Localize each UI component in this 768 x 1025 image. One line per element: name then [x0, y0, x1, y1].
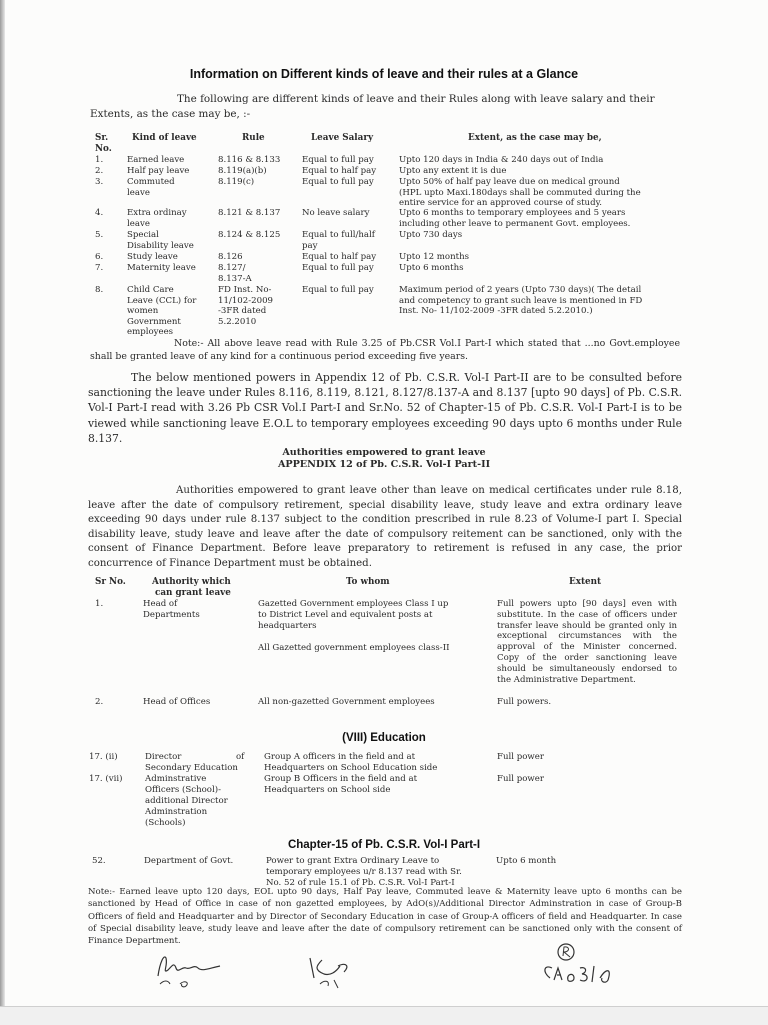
t2-row1-extent: Full powers upto [90 days] even with substitute. In the case of officers under transfer leave should be granted only in exceptional circumstances with the approval of the Minister concerned. Copy of the order sanctioning leave should be simultaneously endorsed to the Administrative Department. [497, 599, 677, 685]
edu-row1-whom-2: Headquarters on School Education side [264, 763, 438, 773]
t1-row8-rule-line3: -3FR dated [218, 306, 267, 317]
document-title: Information on Different kinds of leave and their rules at a Glance [189, 67, 579, 81]
t2-header-authority-2: can grant leave [155, 588, 231, 598]
t1-header-kind: Kind of leave [132, 133, 197, 143]
t1-row8-extent-line2: and competency to grant such leave is mentioned in FD [399, 295, 643, 306]
intro-line-1: The following are different kinds of leave and their Rules along with leave salary and their [177, 93, 655, 105]
t1-row6-sr: 6. [95, 252, 104, 262]
t2-row2-extent: Full powers. [497, 697, 552, 707]
t2-row1-whom-1: Gazetted Government employees Class I up [258, 599, 449, 609]
t1-header-sr: Sr. [95, 133, 109, 143]
signature-1 [150, 944, 230, 990]
t2-header-authority-1: Authority which [152, 577, 231, 587]
t1-row2-sr: 2. [95, 166, 104, 176]
t1-header-extent: Extent, as the case may be, [468, 133, 602, 143]
t1-row3-salary: Equal to full pay [302, 177, 374, 187]
t1-row4-sr: 4. [95, 208, 104, 218]
t1-row8-rule-line1: FD Inst. No- [218, 285, 272, 295]
t1-row8-kind-line4: Government [127, 316, 181, 327]
t1-row6-kind: Study leave [127, 252, 178, 262]
t1-row5-salary-line1: Equal to full/half [302, 230, 375, 240]
edu-row2-extent: Full power [497, 774, 544, 784]
authorities-heading: Authorities empowered to grant leave [282, 447, 486, 458]
t1-row5-kind-line1: Special [127, 230, 159, 240]
edu-row2-authority-1: Adminstrative [145, 774, 207, 784]
t1-row7-rule-line1: 8.127/ [218, 263, 246, 273]
ch15-row-sr: 52. [92, 856, 106, 866]
t1-row7-extent: Upto 6 months [399, 263, 464, 273]
t1-row7-salary: Equal to full pay [302, 263, 374, 273]
t1-row2-kind: Half pay leave [127, 166, 190, 176]
edu-row2-authority-4: Adminstration [145, 807, 208, 817]
edu-row1-authority-1: Director [145, 752, 182, 762]
signature-2 [300, 944, 370, 992]
t2-header-extent: Extent [569, 577, 602, 587]
t1-row2-salary: Equal to half pay [302, 166, 377, 176]
edu-row2-whom-2: Headquarters on School side [264, 785, 391, 795]
education-heading: (VIII) Education [342, 732, 426, 744]
note-sanction-authority: Note:- Earned leave upto 120 days, EOL upto 90 days, Half Pay leave, Commuted leave & Maternity leave upto 6 months can be sanctioned by Head of Office in case of non gazetted employees, by AdO(s)/Additional Director Adminstration in case of Group-B Officers of field and Headquarter and by Director of Secondary Education in case of Group-A officers of field and Headquarter. In case of Special disability leave, study leave and leave after the date of compulsory retirement can be sanctioned only with the consent of Finance Department. [88, 887, 682, 947]
t1-row1-extent: Upto 120 days in India & 240 days out of India [399, 155, 604, 165]
t1-row8-extent-line1: Maximum period of 2 years (Upto 730 days)( The detail [399, 285, 642, 295]
t1-row6-extent: Upto 12 months [399, 252, 470, 262]
edu-row1-extent: Full power [497, 752, 544, 762]
t2-row1-authority-1: Head of [143, 599, 178, 609]
page-left-edge [0, 0, 5, 1024]
t1-row7-rule-line2: 8.137-A [218, 273, 252, 284]
t1-row8-kind-line5: employees [127, 327, 174, 338]
t1-row3-kind-line1: Commuted [127, 177, 175, 187]
ch15-row-whom-2: temporary employees u/r 8.137 read with Sr. [266, 867, 462, 877]
t1-row3-extent-line3: entire service for an approved course of study. [399, 198, 603, 209]
edu-row2-sr: 17. (vii) [89, 774, 123, 784]
t1-row1-salary: Equal to full pay [302, 155, 374, 165]
t2-row2-sr: 2. [95, 697, 104, 707]
t1-row4-kind-line2: leave [127, 218, 150, 229]
t1-row2-extent: Upto any extent it is due [399, 166, 507, 176]
page-bottom-edge [0, 1006, 768, 1025]
t2-row1-whom-4: All Gazetted government employees class-II [258, 643, 450, 653]
edu-row2-authority-3: additional Director [145, 796, 228, 806]
t1-row3-rule: 8.119(c) [218, 177, 255, 187]
t1-row1-kind: Earned leave [127, 155, 185, 165]
t1-row2-rule: 8.119(a)(b) [218, 166, 267, 176]
t2-row2-whom: All non-gazetted Government employees [258, 697, 435, 707]
t1-row8-kind-line1: Child Care [127, 285, 174, 295]
t1-row3-sr: 3. [95, 177, 104, 187]
t2-row2-authority: Head of Offices [143, 697, 211, 707]
t1-row8-rule-line4: 5.2.2010 [218, 316, 257, 327]
edu-row2-authority-2: Officers (School)- [145, 785, 221, 795]
t1-header-no: No. [95, 144, 112, 154]
edu-row1-whom-1: Group A officers in the field and at [264, 752, 416, 762]
edu-row2-authority-5: (Schools) [145, 818, 186, 828]
t1-header-rule: Rule [242, 133, 265, 143]
t1-row8-kind-line3: women [127, 306, 159, 317]
t1-row1-rule: 8.116 & 8.133 [218, 155, 281, 165]
t1-row6-salary: Equal to half pay [302, 252, 377, 262]
t1-row8-extent-line3: Inst. No- 11/102-2009 -3FR dated 5.2.2010.) [399, 306, 593, 317]
t1-row8-kind-line2: Leave (CCL) for [127, 295, 197, 306]
t1-row1-sr: 1. [95, 155, 104, 165]
ch15-row-extent: Upto 6 month [496, 856, 557, 866]
note-five-years: Note:- All above leave read with Rule 3.25 of Pb.CSR Vol.I Part-I which stated that ...no Govt.employee shall be granted leave of any kind for a continuous period exceeding five years. [90, 338, 680, 362]
t1-header-salary: Leave Salary [311, 133, 374, 143]
ch15-row-authority: Department of Govt. [144, 856, 234, 866]
edu-row2-whom-1: Group B Officers in the field and at [264, 774, 418, 784]
t2-header-to-whom: To whom [346, 577, 390, 587]
edu-row1-authority-2: Secondary Education [145, 763, 238, 773]
appendix-heading: APPENDIX 12 of Pb. C.S.R. Vol-I Part-II [277, 459, 491, 470]
signature-3 [536, 938, 626, 994]
t1-row7-sr: 7. [95, 263, 104, 273]
t1-row4-extent-line2: including other leave to permanent Govt. employees. [399, 218, 631, 229]
t1-row5-rule: 8.124 & 8.125 [218, 230, 281, 240]
ch15-row-whom-1: Power to grant Extra Ordinary Leave to [266, 856, 440, 866]
t2-header-sr: Sr No. [95, 577, 126, 587]
authorities-paragraph: Authorities empowered to grant leave other than leave on medical certificates under rule 8.18, leave after the date of compulsory retirement, special disability leave, study leave and extra ordinary leave exceeding 90 days under rule 8.137 subject to the condition prescribed in rule 8.23 of Volume-I part I. Special disability leave, study leave and leave after the date of compulsory reitement can be sanctioned, only with the consent of Finance Department. Before leave preparatory to retirement is refused in any case, the prior concurrence of Finance Department must be obtained. [88, 485, 682, 569]
t1-row5-salary-line2: pay [302, 240, 318, 251]
chapter-15-heading: Chapter-15 of Pb. C.S.R. Vol-I Part-I [287, 839, 481, 851]
t2-row1-whom-2: to District Level and equivalent posts at [258, 610, 433, 620]
ch15-row-whom-3: No. 52 of rule 15.1 of Pb. C.S.R. Vol-I Part-I [266, 878, 455, 888]
t1-row7-kind: Maternity leave [127, 263, 196, 273]
t1-row4-rule: 8.121 & 8.137 [218, 208, 281, 218]
t1-row8-rule-line2: 11/102-2009 [218, 295, 274, 306]
t1-row3-extent-line1: Upto 50% of half pay leave due on medical ground [399, 177, 620, 187]
t2-row1-whom-3: headquarters [258, 621, 317, 631]
t1-row4-extent-line1: Upto 6 months to temporary employees and 5 years [399, 208, 626, 218]
t1-row5-sr: 5. [95, 230, 104, 240]
t1-row5-extent: Upto 730 days [399, 230, 463, 240]
edu-row1-authority-of: of [236, 752, 245, 762]
powers-paragraph: The below mentioned powers in Appendix 12 of Pb. C.S.R. Vol-I Part-II are to be consulted before sanctioning the leave under Rules 8.116, 8.119, 8.121, 8.127/8.137-A and 8.137 [upto 90 days] of Pb. C.S.R. Vol-I Part-I read with 3.26 Pb CSR Vol.I Part-I and Sr.No. 52 of Chapter-15 of Pb. C.S.R. Vol-I Part-I is to be viewed while sanctioning leave E.O.L to temporary employees exceeding 90 days upto 6 months under Rule 8.137. [88, 371, 682, 445]
t1-row4-salary: No leave salary [302, 208, 370, 218]
t1-row8-salary: Equal to full pay [302, 285, 374, 295]
t1-row6-rule: 8.126 [218, 252, 243, 262]
t1-row3-extent-line2: (HPL upto Maxi.180days shall be commuted during the [399, 187, 641, 198]
t2-row1-sr: 1. [95, 599, 104, 609]
t1-row5-kind-line2: Disability leave [127, 240, 194, 251]
t2-row1-authority-2: Departments [143, 610, 200, 620]
edu-row1-sr: 17. (ii) [89, 752, 118, 762]
t1-row3-kind-line2: leave [127, 187, 150, 198]
t1-row4-kind-line1: Extra ordinay [127, 208, 187, 218]
t1-row8-sr: 8. [95, 285, 104, 295]
intro-line-2: Extents, as the case may be, :- [90, 108, 251, 120]
